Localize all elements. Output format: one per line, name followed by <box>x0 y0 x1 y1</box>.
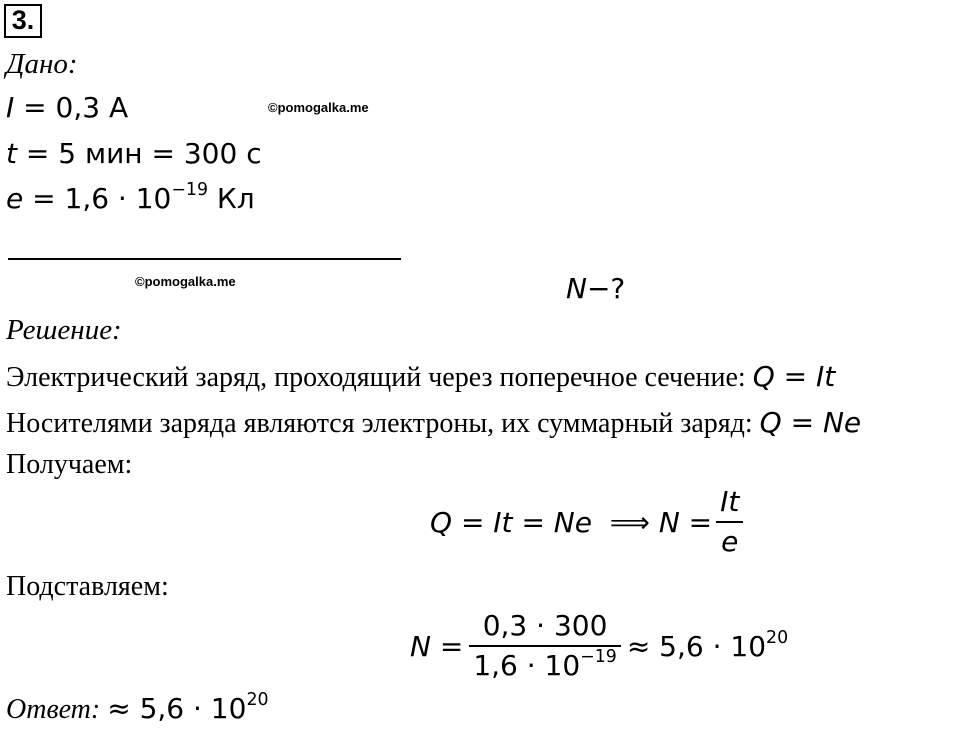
answer-exp: 20 <box>246 689 269 710</box>
formula-derivation-left: Q = It = Ne ⟹ N = <box>430 505 713 539</box>
given-divider <box>8 258 401 260</box>
formula-substitution <box>410 610 788 682</box>
fraction-numeric <box>469 610 621 682</box>
fraction-numeric-denominator <box>469 647 621 683</box>
formula-Q-Ne: Q = Ne <box>759 406 862 439</box>
solution-line-1-text: Электрический заряд, проходящий через поперечное сечение: <box>6 362 753 393</box>
watermark: ©pomogalka.me <box>268 100 369 115</box>
var-e: e <box>6 182 24 215</box>
given-heading: Дано: <box>6 48 78 80</box>
given-time-expr: = 5 мин = 300 с <box>25 137 262 170</box>
watermark: ©pomogalka.me <box>135 274 236 289</box>
fraction-numeric-numerator: 0,3 · 300 <box>482 609 608 642</box>
fraction-numerator: It <box>720 485 740 518</box>
answer-value <box>107 689 269 725</box>
result-exp: 20 <box>766 627 789 648</box>
var-I: I <box>6 91 15 124</box>
problem-number: 3. <box>4 4 42 38</box>
var-N: N <box>566 272 587 305</box>
formula-Q-It: Q = It <box>752 360 836 393</box>
find-suffix: −? <box>586 272 626 305</box>
result-base: ≈ 5,6 · 10 <box>626 629 767 663</box>
answer-base: ≈ 5,6 · 10 <box>107 692 247 725</box>
solution-line-2-text: Носителями заряда являются электроны, их суммарный заряд: <box>6 408 760 439</box>
given-charge-base: = 1,6 · 10 <box>32 182 172 215</box>
formula-substitution-left: N = <box>410 629 464 663</box>
formula-derivation <box>430 486 743 558</box>
solution-line-1 <box>6 360 835 394</box>
answer-label: Ответ: <box>6 694 101 725</box>
given-charge <box>6 179 255 215</box>
given-current-expr: = 0,3 А <box>23 91 129 124</box>
solution-heading: Решение: <box>6 314 122 346</box>
fraction-bar <box>716 521 743 523</box>
formula-substitution-result <box>626 627 789 663</box>
fraction-denominator: e <box>721 525 739 559</box>
solution-line-3: Получаем: <box>6 449 133 480</box>
fraction-It-over-e <box>716 486 743 558</box>
given-charge-exp: −19 <box>171 179 209 200</box>
solution-line-4: Подставляем: <box>6 571 169 602</box>
given-charge-unit: Кл <box>208 182 255 215</box>
find-unknown <box>566 272 625 305</box>
denominator-base: 1,6 · 10 <box>473 649 581 683</box>
given-time <box>6 137 262 170</box>
answer-line <box>6 689 269 726</box>
denominator-exp: −19 <box>580 647 617 668</box>
given-current <box>6 91 128 124</box>
var-t: t <box>6 137 17 170</box>
solution-line-2 <box>6 406 861 440</box>
